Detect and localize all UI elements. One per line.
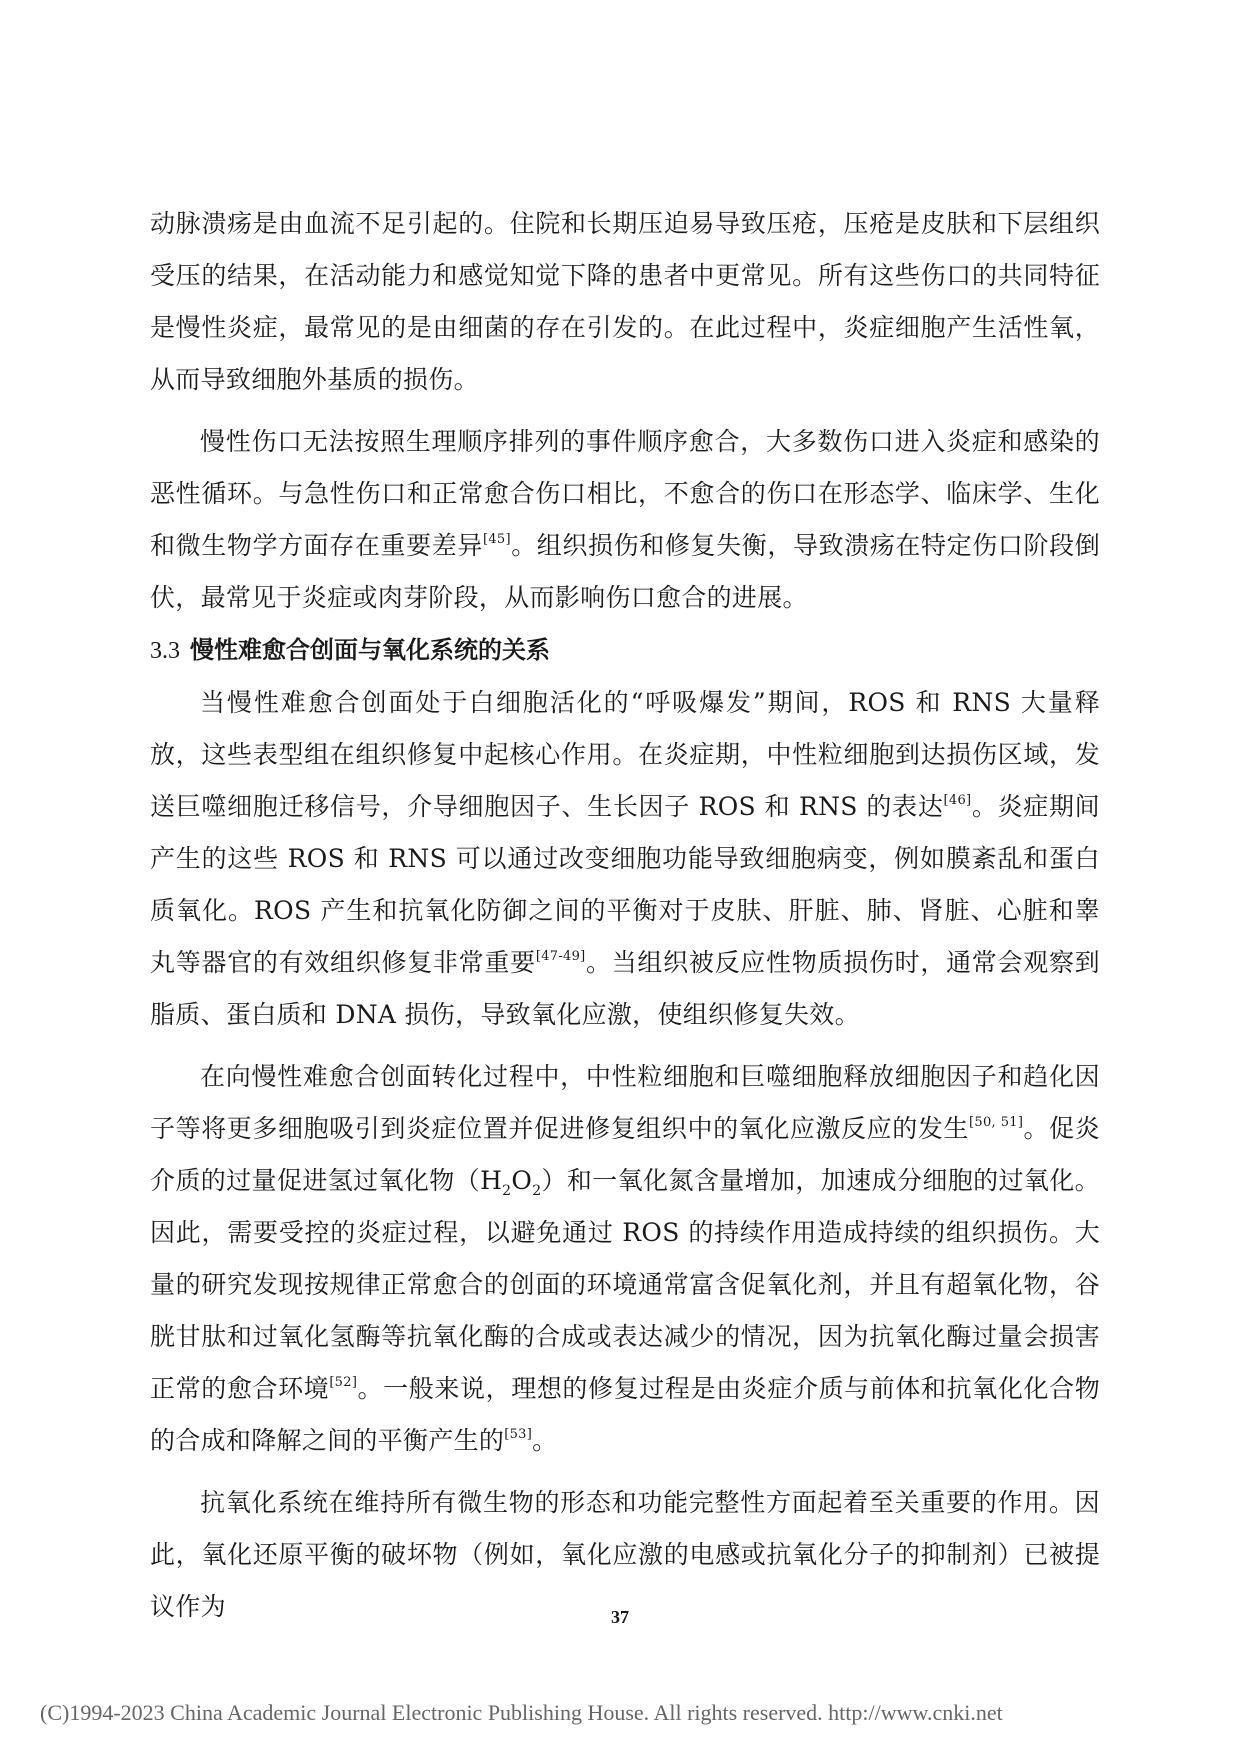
paragraph-4 (150, 1051, 1100, 1467)
paragraph-3-part-b: 。炎症期间产生的这些 ROS 和 RNS 可以通过改变细胞功能导致细胞病变，例如膜紊乱和蛋白质氧化。ROS 产生和抗氧化防御之间的平衡对于皮肤、肝脏、肺、肾脏、心脏和睾丸等器官的有效组织修复非常重要 (150, 792, 1100, 977)
citation-45[interactable]: [45] (482, 531, 511, 547)
citation-52[interactable]: [52] (329, 1374, 358, 1390)
paragraph-4-part-c: ）和一氧化氮含量增加，加速成分细胞的过氧化。因此，需要受控的炎症过程，以避免通过 ROS 的持续作用造成持续的组织损伤。大量的研究发现按规律正常愈合的创面的环境通常富含促氧化剂，并且有超氧化物，谷胱甘肽和过氧化氢酶等抗氧化酶的合成或表达减少的情况，因为抗氧化酶过量会损害正常的愈合环境 (150, 1166, 1100, 1403)
paragraph-1: 动脉溃疡是由血流不足引起的。住院和长期压迫易导致压疮，压疮是皮肤和下层组织受压的结果，在活动能力和感觉知觉下降的患者中更常见。所有这些伤口的共同特征是慢性炎症，最常见的是由细菌的存在引发的。在此过程中，炎症细胞产生活性氧，从而导致细胞外基质的损伤。 (150, 209, 1100, 394)
subscript-o2: 2 (532, 1183, 542, 1199)
paragraph-4-part-b: 。促炎介质的过量促进氢过氧化物（H (150, 1114, 1100, 1195)
citation-47-49[interactable]: [47-49] (535, 948, 586, 964)
body-text (150, 198, 1100, 1633)
paragraph-4-part-d: 。一般来说，理想的修复过程是由炎症介质与前体和抗氧化化合物的合成和降解之间的平衡产生的 (150, 1374, 1101, 1455)
paragraph-4-part-a: 在向慢性难愈合创面转化过程中，中性粒细胞和巨噬细胞释放细胞因子和趋化因子等将更多细胞吸引到炎症位置并促进修复组织中的氧化应激反应的发生 (150, 1062, 1100, 1143)
paragraph-4-part-e: 。 (532, 1426, 558, 1455)
paragraph-3-part-c: 。当组织被反应性物质损伤时，通常会观察到脂质、蛋白质和 DNA 损伤，导致氧化应激，使组织修复失效。 (150, 948, 1100, 1029)
paragraph-3 (150, 677, 1100, 1041)
section-heading (150, 624, 1100, 677)
subscript-h2: 2 (502, 1183, 512, 1199)
formula-o: O (511, 1166, 533, 1195)
paragraph-2-tail: 。组织损伤和修复失衡，导致溃疡在特定伤口阶段倒伏，最常见于炎症或肉芽阶段，从而影响伤口愈合的进展。 (150, 531, 1100, 612)
citation-46[interactable]: [46] (943, 792, 972, 808)
section-title: 慢性难愈合创面与氧化系统的关系 (190, 636, 550, 664)
paragraph-3-part-a: 当慢性难愈合创面处于白细胞活化的“呼吸爆发”期间，ROS 和 RNS 大量释放，这些表型组在组织修复中起核心作用。在炎症期，中性粒细胞到达损伤区域，发送巨噬细胞迁移信号，介导细胞因子、生长因子 ROS 和 RNS 的表达 (150, 688, 1100, 821)
paragraph-2-text: 慢性伤口无法按照生理顺序排列的事件顺序愈合，大多数伤口进入炎症和感染的恶性循环。与急性伤口和正常愈合伤口相比，不愈合的伤口在形态学、临床学、生化和微生物学方面存在重要差异 (150, 427, 1100, 560)
page-number: 37 (611, 1607, 629, 1627)
paragraph-5: 抗氧化系统在维持所有微生物的形态和功能完整性方面起着至关重要的作用。因此，氧化还原平衡的破坏物（例如，氧化应激的电感或抗氧化分子的抑制剂）已被提议作为 (150, 1488, 1100, 1621)
paragraph-2 (150, 416, 1100, 624)
citation-53[interactable]: [53] (504, 1426, 533, 1442)
copyright-footer: (C)1994-2023 China Academic Journal Electronic Publishing House. All rights reserved. http://www.cnki.net (40, 1700, 1003, 1725)
citation-50-51[interactable]: [50, 51] (969, 1114, 1024, 1130)
section-number: 3.3 (150, 638, 180, 664)
